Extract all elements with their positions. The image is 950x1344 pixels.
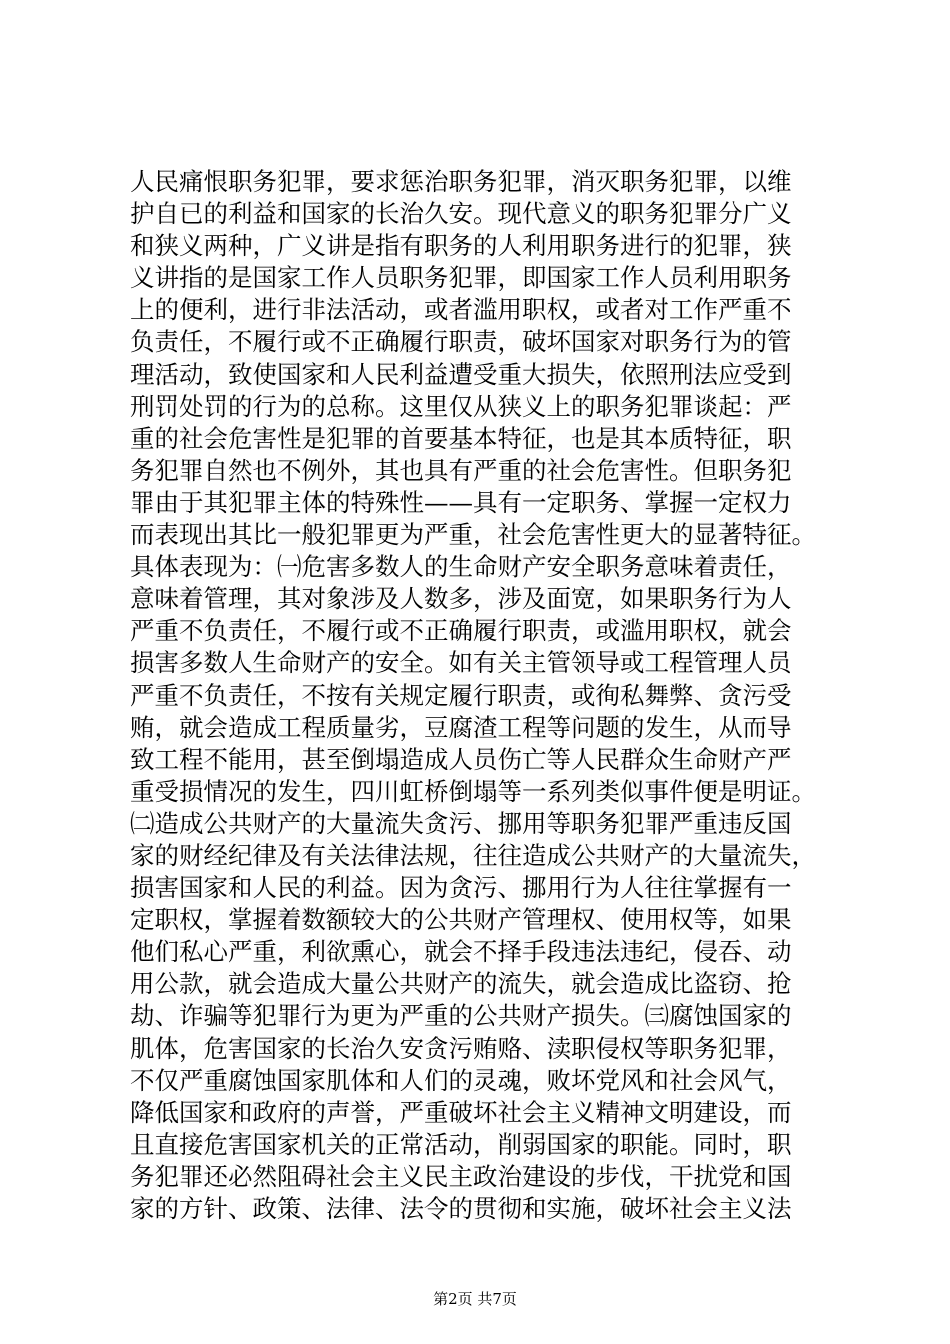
text-line: 且直接危害国家机关的正常活动，削弱国家的职能。同时，职 xyxy=(130,1129,792,1159)
text-line: 家的方针、政策、法律、法令的贯彻和实施，破坏社会主义法 xyxy=(130,1194,792,1223)
text-line: 降低国家和政府的声誉，严重破坏社会主义精神文明建设，而 xyxy=(130,1097,792,1127)
text-line: 理活动，致使国家和人民利益遭受重大损失，依照刑法应受到 xyxy=(130,359,792,389)
text-line: 用公款，就会造成大量公共财产的流失，就会造成比盗窃、抢 xyxy=(130,969,792,999)
text-line: 刑罚处罚的行为的总称。这里仅从狭义上的职务犯罪谈起：严 xyxy=(130,391,792,421)
text-line: 务犯罪自然也不例外，其也具有严重的社会危害性。但职务犯 xyxy=(130,455,792,485)
text-line: 负责任，不履行或不正确履行职责，破坏国家对职务行为的管 xyxy=(130,327,792,357)
text-line: 不仅严重腐蚀国家肌体和人们的灵魂，败坏党风和社会风气， xyxy=(130,1065,792,1095)
text-line: 他们私心严重，利欲熏心，就会不择手段违法违纪，侵吞、动 xyxy=(130,937,792,967)
text-line: 严重不负责任，不履行或不正确履行职责，或滥用职权，就会 xyxy=(130,616,792,646)
text-line: 罪由于其犯罪主体的特殊性——具有一定职务、掌握一定权力 xyxy=(130,487,792,517)
text-line: 损害国家和人民的利益。因为贪污、挪用行为人往往掌握有一 xyxy=(130,873,792,903)
text-line: 具体表现为：㈠危害多数人的生命财产安全职务意味着责任， xyxy=(130,552,792,582)
text-line: 致工程不能用，甚至倒塌造成人员伤亡等人民群众生命财产严 xyxy=(130,744,792,774)
text-line: ㈡造成公共财产的大量流失贪污、挪用等职务犯罪严重违反国 xyxy=(130,808,792,838)
text-line: 而表现出其比一般犯罪更为严重，社会危害性更大的显著特征。 xyxy=(130,520,816,550)
text-line: 肌体，危害国家的长治久安贪污贿赂、渎职侵权等职务犯罪， xyxy=(130,1033,792,1063)
text-line: 劫、诈骗等犯罪行为更为严重的公共财产损失。㈢腐蚀国家的 xyxy=(130,1001,792,1031)
text-line: 务犯罪还必然阻碍社会主义民主政治建设的步伐，干扰党和国 xyxy=(130,1161,792,1191)
text-line: 家的财经纪律及有关法律法规，往往造成公共财产的大量流失， xyxy=(130,840,816,870)
text-line: 意味着管理，其对象涉及人数多，涉及面宽，如果职务行为人 xyxy=(130,584,792,614)
page-footer: 第2页 共7页 xyxy=(433,1290,517,1308)
text-line: 损害多数人生命财产的安全。如有关主管领导或工程管理人员 xyxy=(130,648,792,678)
text-line: 重受损情况的发生，四川虹桥倒塌等一系列类似事件便是明证。 xyxy=(130,776,816,806)
text-line: 重的社会危害性是犯罪的首要基本特征，也是其本质特征，职 xyxy=(130,423,792,453)
text-line: 定职权，掌握着数额较大的公共财产管理权、使用权等，如果 xyxy=(130,905,792,935)
text-line: 和狭义两种，广义讲是指有职务的人利用职务进行的犯罪，狭 xyxy=(130,231,792,261)
text-line: 上的便利，进行非法活动，或者滥用职权，或者对工作严重不 xyxy=(130,295,792,325)
document-body-text xyxy=(130,166,835,1225)
text-line: 义讲指的是国家工作人员职务犯罪，即国家工作人员利用职务 xyxy=(130,263,792,293)
text-line: 护自已的利益和国家的长治久安。现代意义的职务犯罪分广义 xyxy=(130,199,792,229)
text-line: 贿，就会造成工程质量劣，豆腐渣工程等问题的发生，从而导 xyxy=(130,712,792,742)
text-line: 人民痛恨职务犯罪，要求惩治职务犯罪，消灭职务犯罪，以维 xyxy=(130,167,792,196)
text-line: 严重不负责任，不按有关规定履行职责，或徇私舞弊、贪污受 xyxy=(130,680,792,710)
